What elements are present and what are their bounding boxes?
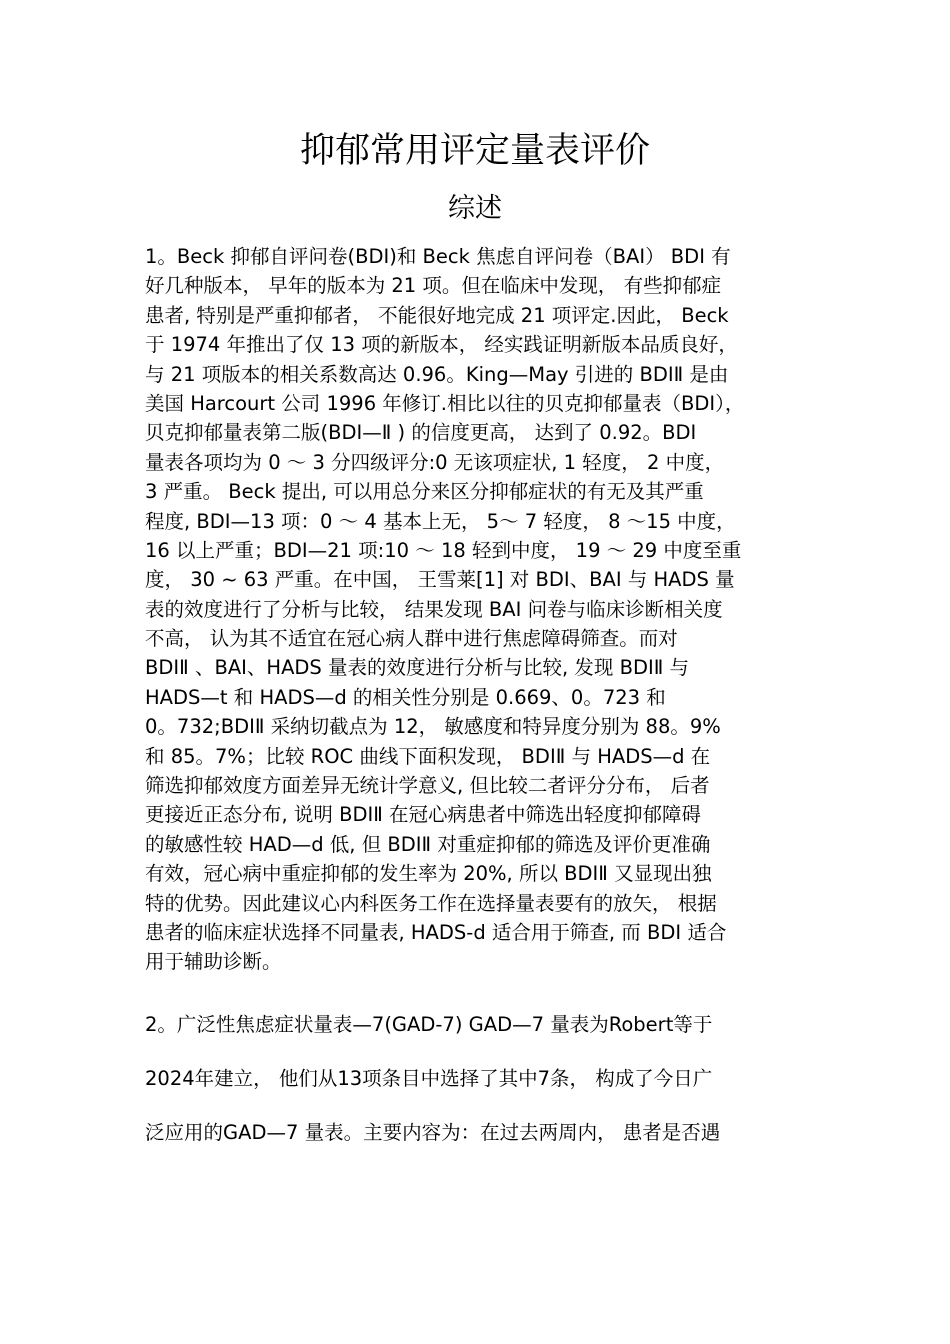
text-line: HADS—t 和 HADS—d 的相关性分别是 0.669、0。723 和 [145,685,666,709]
text-line: 有效，冠心病中重症抑郁的发生率为 20%, 所以 BDIⅡ 又显现出独 [145,862,712,886]
text-line: 表的效度进行了分析与比较， 结果发现 BAI 问卷与临床诊断相关度 [145,597,723,621]
document-title: 抑郁常用评定量表评价 [299,131,650,171]
text-line: 患者, 特别是严重抑郁者， 不能很好地完成 21 项评定.因此， Beck [145,303,729,327]
text-line: 不高， 认为其不适宜在冠心病人群中进行焦虑障碍筛查。而对 [145,627,678,651]
text-line: 用于辅助诊断。 [145,950,282,974]
text-line: 贝克抑郁量表第二版(BDI—Ⅱ ) 的信度更高， 达到了 0.92。BDI [145,421,697,445]
text-line: 特的优势。因此建议心内科医务工作在选择量表要有的放矢， 根据 [145,891,717,915]
text-line: 美国 Harcourt 公司 1996 年修订.相比以往的贝克抑郁量表（BDI）， [145,391,745,415]
text-line: 1。Beck 抑郁自评问卷(BDI)和 Beck 焦虑自评问卷（BAI） BDI 有 [145,245,731,268]
paragraph-bdi [145,242,815,977]
text-line: 度， 30 ~ 63 严重。在中国， 王雪莱[1] 对 BDI、BAI 与 HADS 量 [145,568,735,592]
text-line: 3 严重。 Beck 提出, 可以用总分来区分抑郁症状的有无及其严重 [145,480,704,504]
document-subtitle: 综述 [448,193,502,224]
paragraph-gad7 [145,1010,815,1172]
text-line: 和 85。7%；比较 ROC 曲线下面积发现， BDIⅡ 与 HADS—d 在 [145,744,711,768]
text-line: 于 1974 年推出了仅 13 项的新版本， 经实践证明新版本品质良好， [145,333,738,357]
text-line: 2024年建立， 他们从13项条目中选择了其中7条， 构成了今日广 [145,1067,713,1090]
text-line: 患者的临床症状选择不同量表, HADS-d 适合用于筛查, 而 BDI 适合 [145,920,727,944]
text-line: 16 以上严重；BDI—21 项:10 ～ 18 轻到中度， 19 ～ 29 中度至重 [145,538,742,562]
text-line: 0。732;BDIⅡ 采纳切截点为 12， 敏感度和特异度分别为 88。9% [145,715,721,739]
text-line: BDIⅡ 、BAI、HADS 量表的效度进行分析与比较, 发现 BDIⅡ 与 [145,656,690,680]
text-line: 好几种版本， 早年的版本为 21 项。但在临床中发现， 有些抑郁症 [145,274,722,298]
text-line: 的敏感性较 HAD—d 低, 但 BDIⅡ 对重症抑郁的筛选及评价更准确 [145,832,711,856]
text-line: 泛应用的GAD—7 量表。主要内容为：在过去两周内， 患者是否遇 [145,1121,721,1144]
text-line: 与 21 项版本的相关系数高达 0.96。King—May 引进的 BDIⅡ 是由 [145,362,729,386]
text-line: 筛选抑郁效度方面差异无统计学意义, 但比较二者评分分布， 后者 [145,774,710,798]
text-line: 量表各项均为 0 ～ 3 分四级评分:0 无该项症状, 1 轻度， 2 中度， [145,450,725,474]
text-line: 更接近正态分布, 说明 BDIⅡ 在冠心病患者中筛选出轻度抑郁障碍 [145,803,702,827]
text-line: 程度, BDI—13 项：0 ～ 4 基本上无， 5～ 7 轻度， 8 ～15 中度， [145,509,736,533]
text-line: 2。广泛性焦虑症状量表—7(GAD-7) GAD—7 量表为Robert等于 [145,1013,713,1036]
